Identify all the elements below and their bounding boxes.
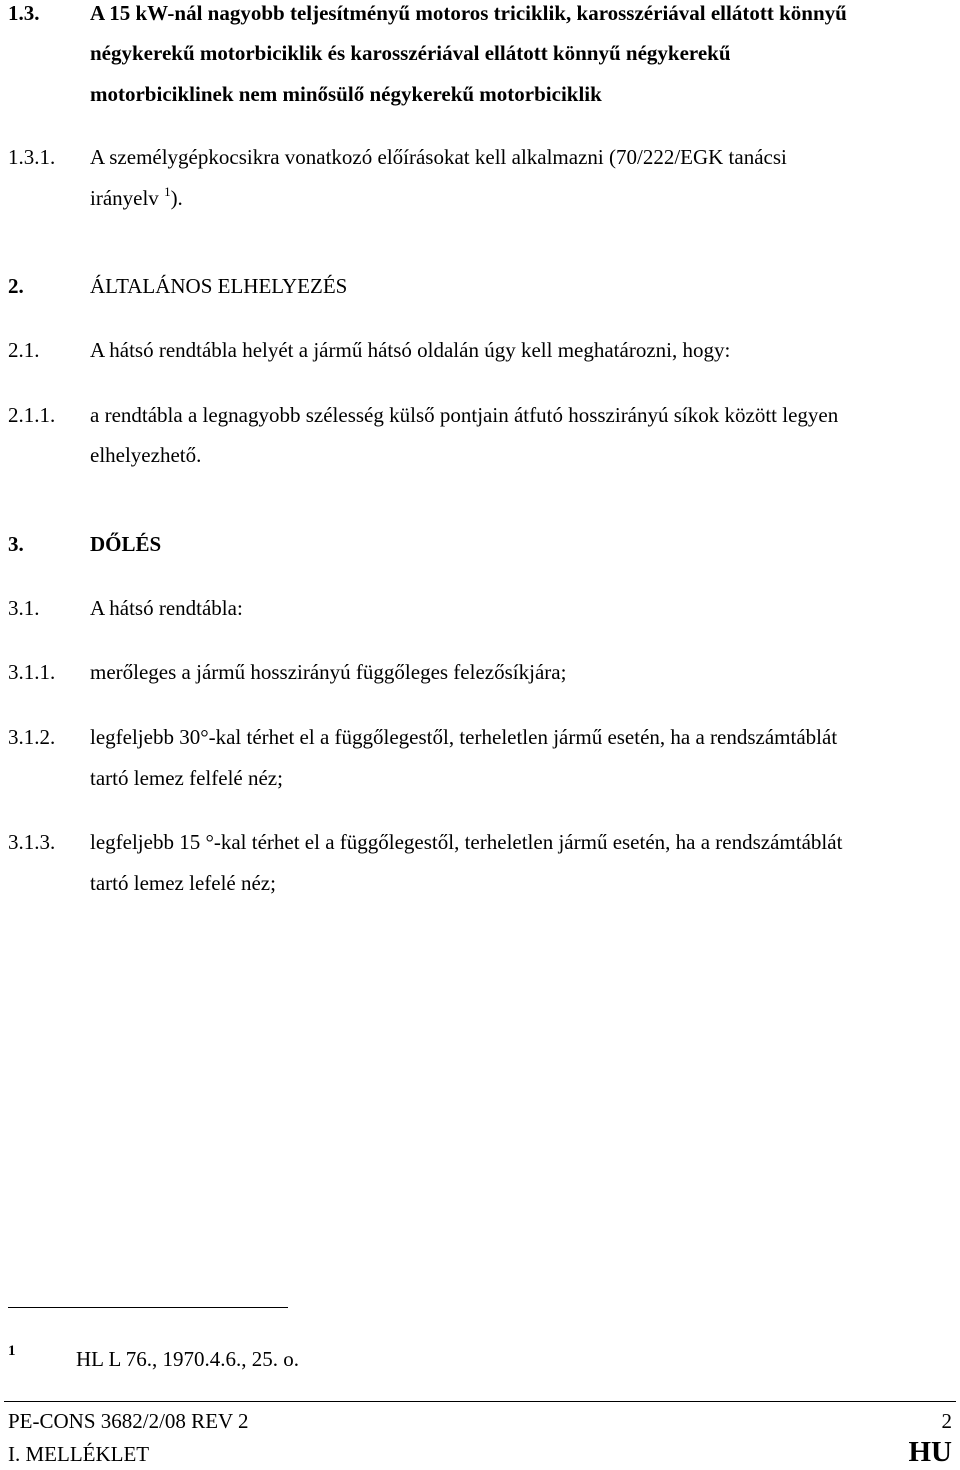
- section-number: 2.1.: [8, 338, 40, 362]
- paragraph-line-1: legfeljebb 30°-kal térhet el a függőlegestől, terheletlen jármű esetén, ha a rendszámtáblát: [90, 725, 838, 749]
- footnote-mark: 1: [8, 1343, 16, 1359]
- paragraph-text: irányelv: [90, 186, 165, 210]
- section-title-line-3: motorbiciklinek nem minősülő négykerekű motorbiciklik: [90, 82, 602, 106]
- language-code: HU: [908, 1436, 952, 1468]
- footnote-text: HL L 76., 1970.4.6., 25. o.: [76, 1347, 300, 1371]
- section-heading: ÁLTALÁNOS ELHELYEZÉS: [90, 274, 348, 298]
- footnote-reference: 1: [164, 184, 171, 199]
- section-number: 3.1.2.: [8, 725, 56, 749]
- paragraph-text-end: ).: [170, 186, 183, 210]
- section-number: 3.1.1.: [8, 660, 56, 684]
- paragraph-line-2: elhelyezhető.: [90, 443, 202, 467]
- section-title-line-1: A 15 kW-nál nagyobb teljesítményű motoros triciklik, karosszériával ellátott könnyű: [90, 1, 847, 25]
- paragraph-line-2: tartó lemez lefelé néz;: [90, 871, 276, 895]
- section-number: 1.3.1.: [8, 145, 56, 169]
- section-number: 2.1.1.: [8, 403, 56, 427]
- paragraph-line-2: tartó lemez felfelé néz;: [90, 766, 283, 790]
- section-heading: DŐLÉS: [90, 532, 162, 556]
- document-code: PE-CONS 3682/2/08 REV 2: [8, 1409, 249, 1433]
- annex-label: I. MELLÉKLET: [8, 1442, 150, 1466]
- section-number: 2.: [8, 274, 24, 298]
- section-title-line-2: négykerekű motorbiciklik és karosszériával ellátott könnyű négykerekű: [90, 41, 731, 65]
- footnote-separator: [8, 1307, 288, 1308]
- paragraph-line-1: a rendtábla a legnagyobb szélesség külső pontjain átfutó hosszirányú síkok között legyen: [90, 403, 839, 427]
- section-number: 3.: [8, 532, 24, 556]
- section-number: 1.3.: [8, 1, 40, 25]
- page-number: 2: [941, 1409, 952, 1433]
- paragraph-line-1: A személygépkocsikra vonatkozó előírásokat kell alkalmazni (70/222/EGK tanácsi: [90, 145, 787, 169]
- section-number: 3.1.: [8, 596, 40, 620]
- paragraph-text: A hátsó rendtábla:: [90, 596, 243, 620]
- paragraph-text: merőleges a jármű hosszirányú függőleges felezősíkjára;: [90, 660, 567, 684]
- section-number: 3.1.3.: [8, 830, 56, 854]
- paragraph-text: A hátsó rendtábla helyét a jármű hátsó oldalán úgy kell meghatározni, hogy:: [90, 338, 731, 362]
- paragraph-line-1: legfeljebb 15 °-kal térhet el a függőlegestől, terheletlen jármű esetén, ha a rendszámtáblát: [90, 830, 843, 854]
- footer-divider: [4, 1401, 956, 1402]
- paragraph-line-2: [90, 185, 183, 211]
